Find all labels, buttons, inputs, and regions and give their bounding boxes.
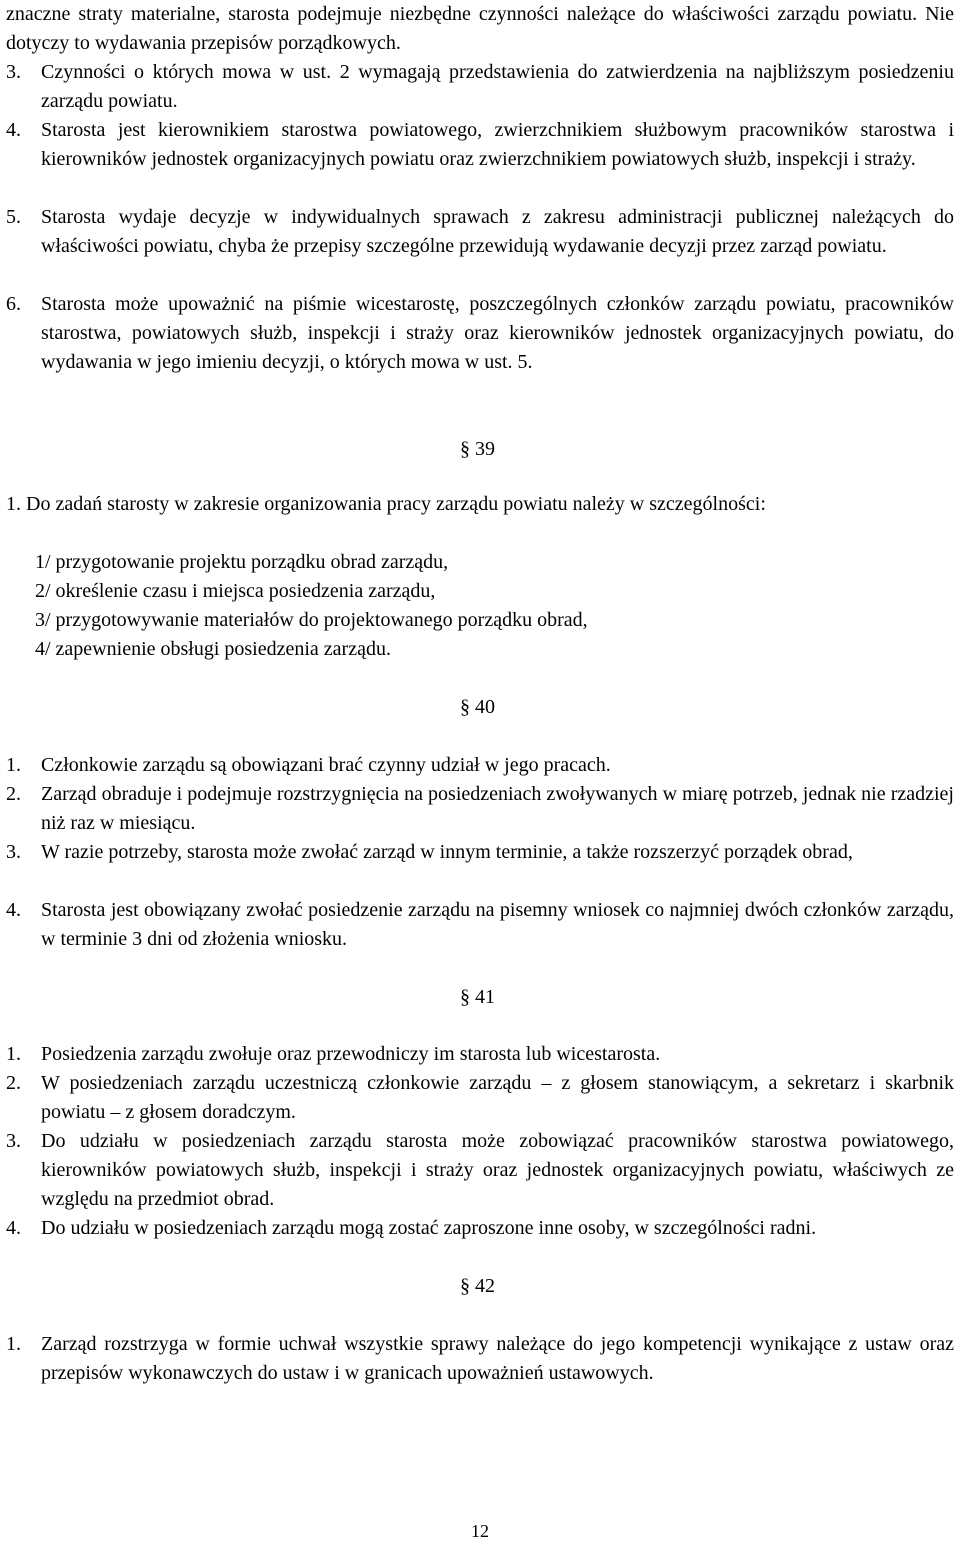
list-item	[6, 780, 954, 838]
sub-item: 3/ przygotowywanie materiałów do projektowanego porządku obrad,	[35, 609, 588, 631]
item-number: 3.	[6, 61, 21, 83]
item-text: Członkowie zarządu są obowiązani brać czynny udział w jego pracach.	[41, 754, 611, 776]
item-number: 4.	[6, 899, 21, 921]
section-heading-41: § 41	[460, 986, 495, 1008]
item-number: 6.	[6, 293, 21, 315]
item-text: Do udziału w posiedzeniach zarządu starosta może zobowiązać pracowników starostwa powiatowego, kierowników powiatowych służb, inspekcji i straży oraz jednostek organizacyjnych powiatu, właściwych ze względu na przedmiot obrad.	[41, 1130, 954, 1210]
list-item	[6, 838, 954, 867]
item-number: 2.	[6, 1072, 21, 1094]
sub-item: 2/ określenie czasu i miejsca posiedzenia zarządu,	[35, 580, 436, 602]
item-number: 4.	[6, 119, 21, 141]
list-item	[6, 1214, 954, 1243]
item-text: Starosta może upoważnić na piśmie wicestarostę, poszczególnych członków zarządu powiatu, pracowników starostwa, powiatowych służb, inspekcji i straży oraz kierowników jednostek organizacyjnych powiatu, do wydawania w jego imieniu decyzji, o których mowa w ust. 5.	[41, 293, 954, 373]
item-number: 1.	[6, 754, 21, 776]
section-heading-42: § 42	[460, 1275, 495, 1297]
list-item	[6, 1330, 954, 1388]
continuation-paragraph: znaczne straty materialne, starosta podejmuje niezbędne czynności należące do właściwości zarządu powiatu. Nie dotyczy to wydawania przepisów porządkowych.	[6, 3, 954, 54]
list-item	[6, 116, 954, 174]
list-item	[6, 751, 954, 780]
item-text: Czynności o których mowa w ust. 2 wymagają przedstawienia do zatwierdzenia na najbliższym posiedzeniu zarządu powiatu.	[41, 61, 954, 112]
page-number: 12	[471, 1521, 489, 1541]
sub-item: 4/ zapewnienie obsługi posiedzenia zarządu.	[35, 638, 391, 660]
list-item	[6, 203, 954, 261]
item-number: 1.	[6, 1043, 21, 1065]
item-text: Starosta jest kierownikiem starostwa powiatowego, zwierzchnikiem służbowym pracowników starostwa i kierowników jednostek organizacyjnych powiatu oraz zwierzchnikiem powiatowych służb, inspekcji i straży.	[41, 119, 954, 170]
list-item	[6, 1127, 954, 1214]
item-number: 3.	[6, 1130, 21, 1152]
section-heading-39: § 39	[460, 438, 495, 460]
item-number: 4.	[6, 1217, 21, 1239]
item-text: Zarząd obraduje i podejmuje rozstrzygnięcia na posiedzeniach zwoływanych w miarę potrzeb, jednak nie rzadziej niż raz w miesiącu.	[41, 783, 954, 834]
item-number: 2.	[6, 783, 21, 805]
item-text: W razie potrzeby, starosta może zwołać zarząd w innym terminie, a także rozszerzyć porządek obrad,	[41, 841, 853, 863]
list-item	[6, 1069, 954, 1127]
item-number: 3.	[6, 841, 21, 863]
section-heading-40: § 40	[460, 696, 495, 718]
item-text: W posiedzeniach zarządu uczestniczą członkowie zarządu – z głosem stanowiącym, a sekretarz i skarbnik powiatu – z głosem doradczym.	[41, 1072, 954, 1123]
list-item	[6, 290, 954, 377]
sub-item: 1/ przygotowanie projektu porządku obrad zarządu,	[35, 551, 449, 573]
item-number: 1.	[6, 1333, 21, 1355]
item-text: Starosta jest obowiązany zwołać posiedzenie zarządu na pisemny wniosek co najmniej dwóch członków zarządu, w terminie 3 dni od złożenia wniosku.	[41, 899, 954, 950]
item-text: Zarząd rozstrzyga w formie uchwał wszystkie sprawy należące do jego kompetencji wynikające z ustaw oraz przepisów wykonawczych do ustaw i w granicach upoważnień ustawowych.	[41, 1333, 954, 1384]
item-text: Starosta wydaje decyzje w indywidualnych sprawach z zakresu administracji publicznej należących do właściwości powiatu, chyba że przepisy szczególne przewidują wydawanie decyzji przez zarząd powiatu.	[41, 206, 954, 257]
item-text: Do udziału w posiedzeniach zarządu mogą zostać zaproszone inne osoby, w szczególności radni.	[41, 1217, 817, 1239]
list-item	[6, 1040, 954, 1069]
list-item	[6, 896, 954, 954]
list-item	[6, 58, 954, 116]
section-intro: 1. Do zadań starosty w zakresie organizowania pracy zarządu powiatu należy w szczególności:	[6, 493, 766, 515]
item-number: 5.	[6, 206, 21, 228]
item-text: Posiedzenia zarządu zwołuje oraz przewodniczy im starosta lub wicestarosta.	[41, 1043, 661, 1065]
